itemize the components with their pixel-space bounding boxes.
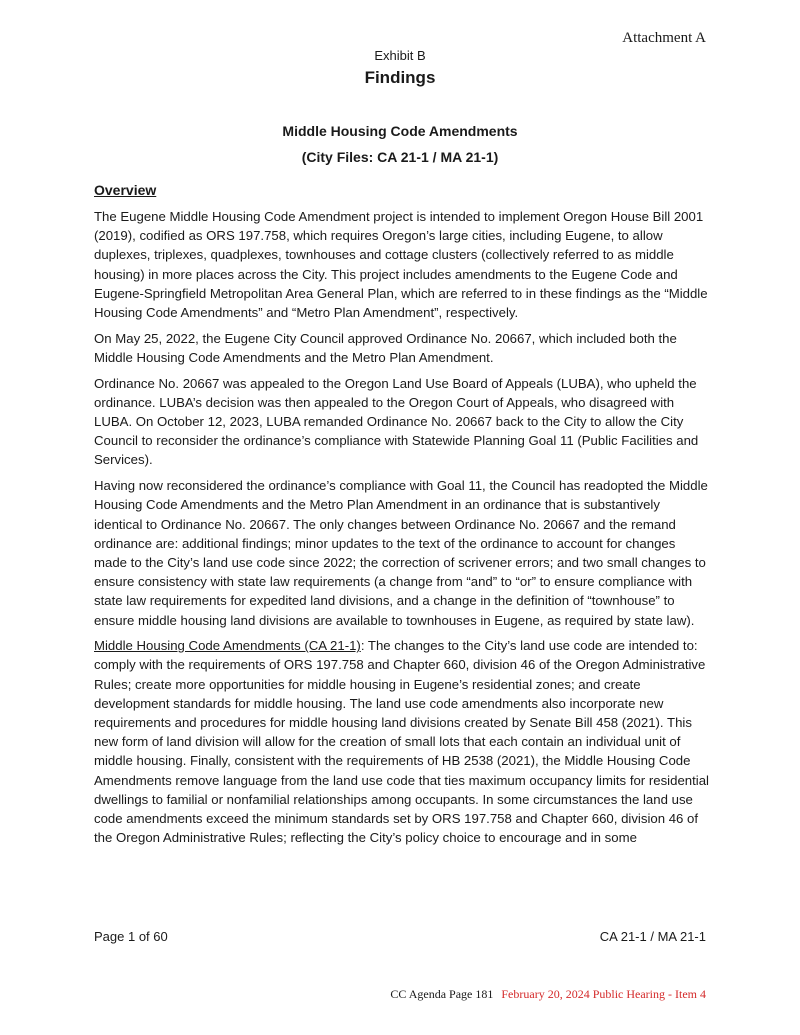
document-body (94, 207, 710, 854)
footer-file-numbers: CA 21-1 / MA 21-1 (599, 929, 706, 944)
paragraph-4: Having now reconsidered the ordinance’s compliance with Goal 11, the Council has readopted the Middle Housing Code Amendments and the Metro Plan Amendment in an ordinance that is substantively identical to Ordinance No. 20667. The only changes between Ordinance No. 20667 and the remand ordinance are: additional findings; minor updates to the text of the ordinance to account for changes made to the City’s land use code since 2022; the correction of scrivener errors; and two small changes to ensure consistency with state law requirements (a change from “and” to “or” to ensure compliance with state law requirements for expedited land divisions, and a change in the definition of “townhouse” to ensure middle housing land divisions are available to townhouses in Eugene, as required by state law). (94, 478, 708, 628)
paragraph-5-text: : The changes to the City’s land use code are intended to: comply with the requirements of ORS 197.758 and Chapter 660, division 46 of the Oregon Administrative Rules; create more opportunities for middle housing in Eugene’s residential zones; and create development standards for middle housing. The land use code amendments also incorporate new requirements and procedures for middle housing land divisions created by Senate Bill 458 (2021). This new form of land division will allow for the creation of small lots that each contain an individual unit of middle housing. Finally, consistent with the requirements of HB 2538 (2021), the Middle Housing Code Amendments remove language from the land use code that ties maximum occupancy limits for residential dwellings to familial or nonfamilial relationships among occupants. In some circumstances the land use code amendments exceed the minimum standards set by ORS 197.758 and Chapter 660, division 46 of the Oregon Administrative Rules; reflecting the City’s policy choice to encourage and in some (94, 638, 709, 846)
exhibit-label: Exhibit B (374, 48, 426, 63)
agenda-stamp (390, 987, 706, 1002)
paragraph-2: On May 25, 2022, the Eugene City Council approved Ordinance No. 20667, which included both the Middle Housing Code Amendments and the Metro Plan Amendment. (94, 330, 677, 365)
agenda-page-label: CC Agenda Page 181 (390, 987, 494, 1001)
section-label-ca-21-1: Middle Housing Code Amendments (CA 21-1) (94, 638, 361, 654)
document-subtitle: Middle Housing Code Amendments (282, 123, 518, 139)
page-title: Findings (364, 68, 436, 87)
hearing-label: February 20, 2024 Public Hearing - Item 4 (501, 987, 706, 1001)
paragraph-1: The Eugene Middle Housing Code Amendment project is intended to implement Oregon House Bill 2001 (2019), codified as ORS 197.758, which requires Oregon’s large cities, including Eugene, to allow duplexes, triplexes, quadplexes, townhouses and cottage clusters (collectively referred to as middle housing) in more places across the City. This project includes amendments to the Eugene Code and Eugene-Springfield Metropolitan Area General Plan, which are referred to in these findings as the “Middle Housing Code Amendments” and “Metro Plan Amendment”, respectively. (94, 209, 708, 321)
page-number: Page 1 of 60 (94, 929, 168, 944)
city-files-subtitle: (City Files: CA 21-1 / MA 21-1) (301, 149, 499, 165)
attachment-label: Attachment A (622, 30, 706, 46)
paragraph-3: Ordinance No. 20667 was appealed to the Oregon Land Use Board of Appeals (LUBA), who upheld the ordinance. LUBA’s decision was then appealed to the Oregon Court of Appeals, who disagreed with LUBA. On October 12, 2023, LUBA remanded Ordinance No. 20667 back to the City to allow the City Council to reconsider the ordinance’s compliance with Statewide Planning Goal 11 (Public Facilities and Services). (94, 375, 699, 468)
paragraph-5 (94, 636, 710, 847)
overview-heading: Overview (94, 182, 157, 198)
